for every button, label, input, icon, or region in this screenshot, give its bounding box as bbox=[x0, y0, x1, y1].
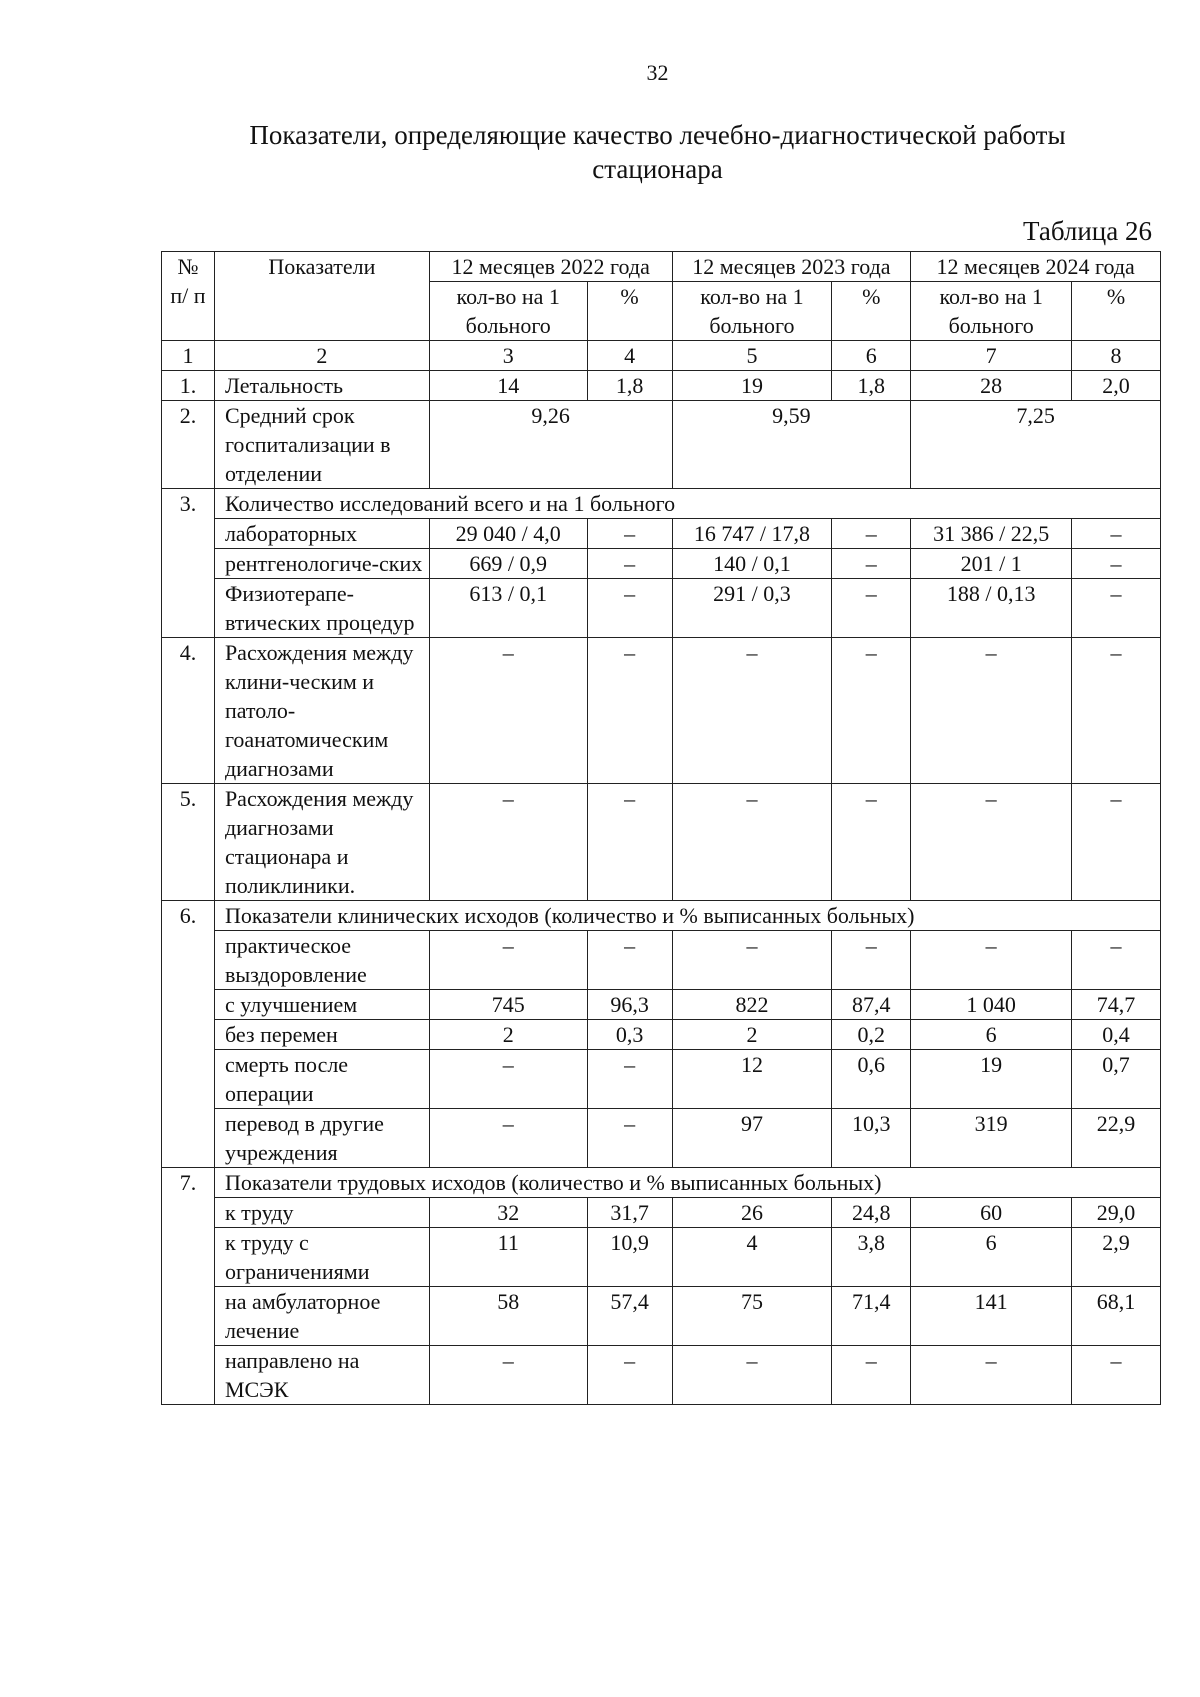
column-number: 1 bbox=[162, 341, 215, 371]
cell-value: 11 bbox=[429, 1228, 587, 1287]
cell-value: – bbox=[1072, 579, 1161, 638]
cell-value: – bbox=[672, 784, 832, 901]
cell-value: – bbox=[832, 549, 911, 579]
row-label: перевод в другие учреждения bbox=[214, 1109, 429, 1168]
table-row bbox=[162, 519, 1161, 549]
cell-value: – bbox=[587, 931, 672, 990]
cell-value: 822 bbox=[672, 990, 832, 1020]
table-row-avg-stay bbox=[162, 401, 1161, 489]
cell-value: 31 386 / 22,5 bbox=[911, 519, 1072, 549]
table-label: Таблица 26 bbox=[1023, 216, 1152, 246]
row-label: направлено на МСЭК bbox=[214, 1346, 429, 1405]
row-label: Физиотерапе-втических процедур bbox=[214, 579, 429, 638]
subheader-pct: % bbox=[587, 282, 672, 341]
cell-value: – bbox=[587, 519, 672, 549]
cell-value: 87,4 bbox=[832, 990, 911, 1020]
section-label: Показатели трудовых исходов (количество и % выписанных больных) bbox=[214, 1168, 1160, 1198]
column-number: 4 bbox=[587, 341, 672, 371]
cell-value: 140 / 0,1 bbox=[672, 549, 832, 579]
cell-value: – bbox=[1072, 638, 1161, 784]
column-number: 7 bbox=[911, 341, 1072, 371]
cell-value: – bbox=[1072, 931, 1161, 990]
cell-value: 319 bbox=[911, 1109, 1072, 1168]
table-section-header bbox=[162, 1168, 1161, 1198]
row-number: 6. bbox=[162, 901, 215, 1168]
cell-value: 58 bbox=[429, 1287, 587, 1346]
cell-value: 28 bbox=[911, 371, 1072, 401]
title-line-2: стационара bbox=[592, 154, 723, 184]
row-label: с улучшением bbox=[214, 990, 429, 1020]
subheader-pct: % bbox=[832, 282, 911, 341]
section-label: Показатели клинических исходов (количество и % выписанных больных) bbox=[214, 901, 1160, 931]
cell-value: 97 bbox=[672, 1109, 832, 1168]
cell-value: 26 bbox=[672, 1198, 832, 1228]
row-label: Летальность bbox=[214, 371, 429, 401]
subheader-pct: % bbox=[1072, 282, 1161, 341]
cell-value: 9,59 bbox=[672, 401, 911, 489]
table-row bbox=[162, 549, 1161, 579]
cell-value: – bbox=[587, 638, 672, 784]
cell-value: 74,7 bbox=[1072, 990, 1161, 1020]
cell-value: 2,9 bbox=[1072, 1228, 1161, 1287]
cell-value: 75 bbox=[672, 1287, 832, 1346]
table-row bbox=[162, 579, 1161, 638]
cell-value: – bbox=[429, 931, 587, 990]
cell-value: 32 bbox=[429, 1198, 587, 1228]
cell-value: 2,0 bbox=[1072, 371, 1161, 401]
cell-value: – bbox=[587, 579, 672, 638]
row-number: 7. bbox=[162, 1168, 215, 1405]
header-2024: 12 месяцев 2024 года bbox=[911, 252, 1161, 282]
table-row bbox=[162, 1287, 1161, 1346]
cell-value: – bbox=[587, 549, 672, 579]
row-label: практическое выздоровление bbox=[214, 931, 429, 990]
cell-value: 0,3 bbox=[587, 1020, 672, 1050]
cell-value: – bbox=[429, 638, 587, 784]
cell-value: 57,4 bbox=[587, 1287, 672, 1346]
header-num: № п/ п bbox=[162, 252, 215, 341]
table-row bbox=[162, 1109, 1161, 1168]
cell-value: 1,8 bbox=[587, 371, 672, 401]
cell-value: 6 bbox=[911, 1228, 1072, 1287]
cell-value: – bbox=[1072, 519, 1161, 549]
table-row bbox=[162, 1228, 1161, 1287]
cell-value: 1,8 bbox=[832, 371, 911, 401]
cell-value: – bbox=[832, 519, 911, 549]
cell-value: – bbox=[911, 931, 1072, 990]
cell-value: 3,8 bbox=[832, 1228, 911, 1287]
cell-value: – bbox=[832, 1346, 911, 1405]
cell-value: – bbox=[429, 1109, 587, 1168]
subheader-qty: кол-во на 1 больного bbox=[911, 282, 1072, 341]
cell-value: 31,7 bbox=[587, 1198, 672, 1228]
column-number-row bbox=[162, 341, 1161, 371]
section-label: Количество исследований всего и на 1 больного bbox=[214, 489, 1160, 519]
row-label: Средний срок госпитализации в отделении bbox=[214, 401, 429, 489]
table-row bbox=[162, 1346, 1161, 1405]
cell-value: – bbox=[429, 1346, 587, 1405]
cell-value: 0,2 bbox=[832, 1020, 911, 1050]
cell-value: – bbox=[672, 1346, 832, 1405]
page-number: 32 bbox=[646, 60, 669, 85]
row-number: 4. bbox=[162, 638, 215, 784]
cell-value: – bbox=[832, 931, 911, 990]
title-line-1: Показатели, определяющие качество лечебно-диагностической работы bbox=[249, 120, 1066, 150]
row-label: Расхождения между диагнозами стационара и поликлиники. bbox=[214, 784, 429, 901]
column-number: 2 bbox=[214, 341, 429, 371]
cell-value: – bbox=[1072, 784, 1161, 901]
row-label: к труду bbox=[214, 1198, 429, 1228]
cell-value: 10,9 bbox=[587, 1228, 672, 1287]
cell-value: 68,1 bbox=[1072, 1287, 1161, 1346]
indicators-table bbox=[161, 251, 1161, 1405]
row-number: 5. bbox=[162, 784, 215, 901]
cell-value: – bbox=[832, 638, 911, 784]
cell-value: 2 bbox=[672, 1020, 832, 1050]
table-row bbox=[162, 1050, 1161, 1109]
cell-value: 14 bbox=[429, 371, 587, 401]
header-2022: 12 месяцев 2022 года bbox=[429, 252, 672, 282]
cell-value: – bbox=[587, 1346, 672, 1405]
table-section-header bbox=[162, 901, 1161, 931]
cell-value: 6 bbox=[911, 1020, 1072, 1050]
cell-value: 188 / 0,13 bbox=[911, 579, 1072, 638]
cell-value: – bbox=[911, 1346, 1072, 1405]
cell-value: – bbox=[429, 1050, 587, 1109]
table-row-lethality bbox=[162, 371, 1161, 401]
row-label: на амбулаторное лечение bbox=[214, 1287, 429, 1346]
cell-value: 1 040 bbox=[911, 990, 1072, 1020]
cell-value: 19 bbox=[911, 1050, 1072, 1109]
cell-value: 24,8 bbox=[832, 1198, 911, 1228]
cell-value: – bbox=[587, 1109, 672, 1168]
cell-value: 9,26 bbox=[429, 401, 672, 489]
cell-value: – bbox=[1072, 1346, 1161, 1405]
table-row-discrepancy-clinic bbox=[162, 784, 1161, 901]
row-number: 1. bbox=[162, 371, 215, 401]
cell-value: 0,6 bbox=[832, 1050, 911, 1109]
table-section-header bbox=[162, 489, 1161, 519]
cell-value: – bbox=[832, 784, 911, 901]
row-label: Расхождения между клини-ческим и патоло-гоанатомическим диагнозами bbox=[214, 638, 429, 784]
table-row bbox=[162, 990, 1161, 1020]
header-indicator: Показатели bbox=[214, 252, 429, 341]
cell-value: – bbox=[911, 638, 1072, 784]
cell-value: 0,7 bbox=[1072, 1050, 1161, 1109]
header-2023: 12 месяцев 2023 года bbox=[672, 252, 911, 282]
cell-value: 613 / 0,1 bbox=[429, 579, 587, 638]
cell-value: 669 / 0,9 bbox=[429, 549, 587, 579]
row-label: без перемен bbox=[214, 1020, 429, 1050]
cell-value: 201 / 1 bbox=[911, 549, 1072, 579]
row-label: к труду с ограничениями bbox=[214, 1228, 429, 1287]
row-label: лабораторных bbox=[214, 519, 429, 549]
column-number: 6 bbox=[832, 341, 911, 371]
column-number: 3 bbox=[429, 341, 587, 371]
cell-value: 141 bbox=[911, 1287, 1072, 1346]
row-number: 2. bbox=[162, 401, 215, 489]
cell-value: 7,25 bbox=[911, 401, 1161, 489]
cell-value: 29 040 / 4,0 bbox=[429, 519, 587, 549]
cell-value: 22,9 bbox=[1072, 1109, 1161, 1168]
cell-value: – bbox=[587, 784, 672, 901]
cell-value: 16 747 / 17,8 bbox=[672, 519, 832, 549]
cell-value: – bbox=[587, 1050, 672, 1109]
cell-value: 291 / 0,3 bbox=[672, 579, 832, 638]
column-number: 5 bbox=[672, 341, 832, 371]
page-title bbox=[0, 118, 1200, 186]
cell-value: – bbox=[672, 638, 832, 784]
cell-value: – bbox=[429, 784, 587, 901]
cell-value: – bbox=[911, 784, 1072, 901]
subheader-qty: кол-во на 1 больного bbox=[429, 282, 587, 341]
cell-value: 29,0 bbox=[1072, 1198, 1161, 1228]
cell-value: 4 bbox=[672, 1228, 832, 1287]
cell-value: 12 bbox=[672, 1050, 832, 1109]
table-row bbox=[162, 1020, 1161, 1050]
cell-value: 745 bbox=[429, 990, 587, 1020]
cell-value: 2 bbox=[429, 1020, 587, 1050]
cell-value: – bbox=[832, 579, 911, 638]
row-label: рентгенологиче-ских bbox=[214, 549, 429, 579]
cell-value: 71,4 bbox=[832, 1287, 911, 1346]
table-header-row bbox=[162, 252, 1161, 282]
cell-value: 0,4 bbox=[1072, 1020, 1161, 1050]
row-number: 3. bbox=[162, 489, 215, 638]
cell-value: 19 bbox=[672, 371, 832, 401]
cell-value: – bbox=[672, 931, 832, 990]
subheader-qty: кол-во на 1 больного bbox=[672, 282, 832, 341]
column-number: 8 bbox=[1072, 341, 1161, 371]
table-row bbox=[162, 931, 1161, 990]
table-row bbox=[162, 1198, 1161, 1228]
cell-value: 60 bbox=[911, 1198, 1072, 1228]
row-label: смерть после операции bbox=[214, 1050, 429, 1109]
cell-value: – bbox=[1072, 549, 1161, 579]
cell-value: 10,3 bbox=[832, 1109, 911, 1168]
table-row-discrepancy-pathology bbox=[162, 638, 1161, 784]
cell-value: 96,3 bbox=[587, 990, 672, 1020]
